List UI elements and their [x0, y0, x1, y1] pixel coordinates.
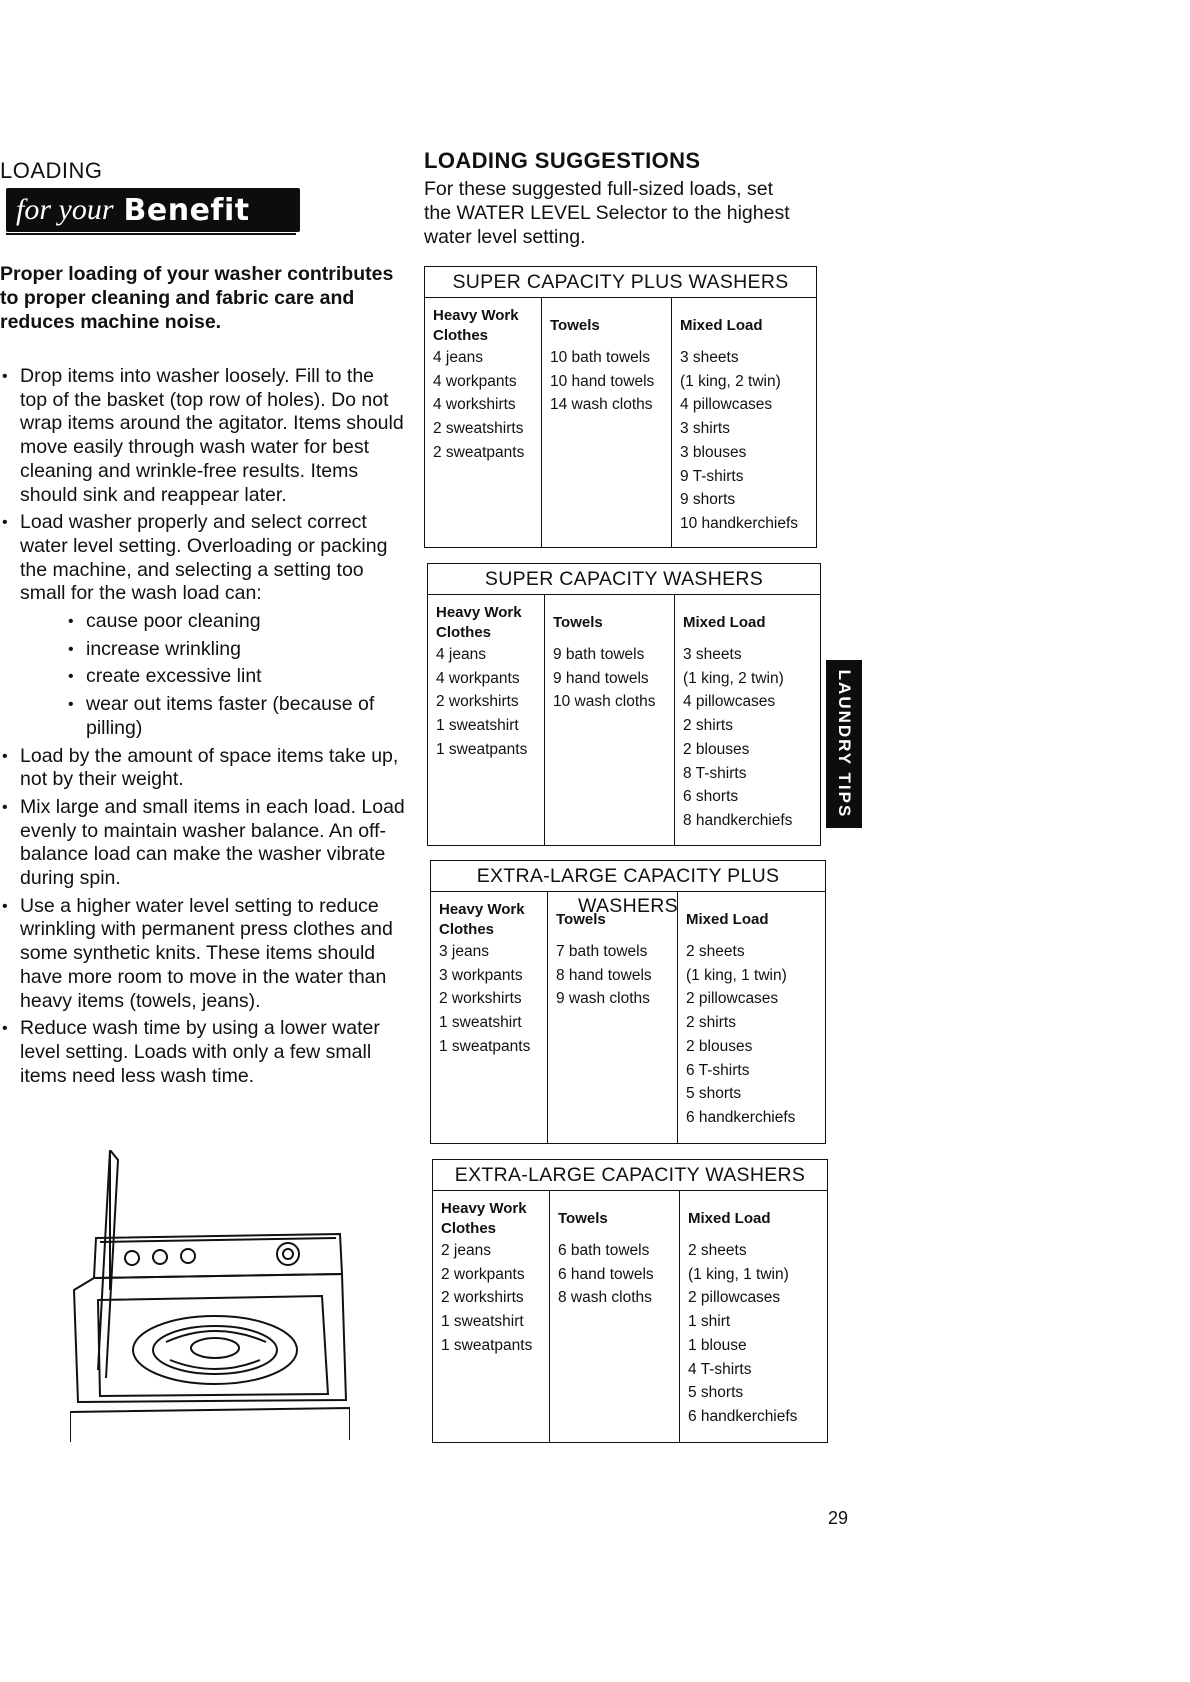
table-cell: 2 pillowcases [688, 1289, 781, 1307]
table-cell: 2 sheets [686, 943, 745, 960]
load-table-extra-large-capacity [432, 1159, 828, 1443]
table-cell: 6 bath towels [558, 1242, 650, 1259]
towels-column [544, 595, 674, 845]
list-item [0, 511, 405, 740]
table-cell: 3 sheets [683, 646, 742, 663]
table-cell: 4 pillowcases [680, 396, 773, 414]
table-cell: 2 workshirts [441, 1289, 524, 1307]
table-cell: 1 sweatpants [441, 1336, 533, 1354]
heavy-work-column [431, 892, 547, 1143]
table-cell: 2 workpants [441, 1265, 525, 1283]
table-cell: 6 hand towels [558, 1265, 654, 1283]
intro-paragraph: Proper loading of your washer contributes to proper cleaning and fabric care and reduces machine noise. [0, 263, 394, 333]
table-cell: 2 shirts [686, 1014, 736, 1032]
table-cell: 1 sweatpants [439, 1037, 531, 1055]
mixed-load-column [674, 595, 820, 845]
table-cell: 9 bath towels [553, 646, 645, 663]
mixed-load-column [677, 892, 825, 1143]
table-cell: 2 sheets [688, 1242, 747, 1259]
towels-column [541, 298, 671, 547]
column-header: Heavy Work Clothes [436, 604, 522, 641]
table-cell: (1 king, 2 twin) [680, 372, 781, 390]
towels-column [547, 892, 677, 1143]
table-cell: 3 sheets [680, 349, 739, 366]
towels-column [549, 1191, 679, 1442]
table-title: EXTRA-LARGE CAPACITY WASHERS [433, 1160, 827, 1191]
table-cell: 2 shirts [683, 717, 733, 735]
table-cell: 14 wash cloths [550, 396, 653, 414]
table-cell: 7 bath towels [556, 943, 648, 960]
washer-illustration [70, 1150, 350, 1450]
list-item: • Load by the amount of space items take up, not by their weight. [0, 745, 405, 792]
column-header: Heavy Work Clothes [433, 307, 519, 344]
column-header: Heavy Work Clothes [439, 901, 525, 938]
table-cell: 1 sweatpants [436, 740, 528, 758]
table-cell: (1 king, 1 twin) [688, 1265, 789, 1283]
sub-list-item: • wear out items faster (because of pilling) [20, 693, 405, 740]
table-title: SUPER CAPACITY PLUS WASHERS [425, 267, 816, 298]
table-title: EXTRA-LARGE CAPACITY PLUS WASHERS [431, 861, 825, 892]
table-cell: 9 T-shirts [680, 467, 744, 485]
table-cell: 2 pillowcases [686, 990, 779, 1008]
page-number: 29 [828, 1508, 849, 1528]
list-item: • Mix large and small items in each load. Load evenly to maintain washer balance. An off-balance load can make the washer vibrate during spin. [0, 796, 405, 891]
table-cell: 2 workshirts [436, 693, 519, 711]
section-title: LOADING [0, 158, 103, 183]
table-cell: (1 king, 2 twin) [683, 669, 784, 687]
table-cell: 3 shirts [680, 420, 730, 438]
table-cell: 10 wash cloths [553, 693, 656, 711]
table-cell: 10 hand towels [550, 372, 655, 390]
heavy-work-column [425, 298, 541, 547]
list-item-text: Load washer properly and select correct water level setting. Overloading or packing the machine, and selecting a setting too small for the wash load can: [20, 511, 388, 605]
table-cell: 5 shorts [686, 1085, 742, 1103]
list-item: • Drop items into washer loosely. Fill to the top of the basket (top row of holes). Do not wrap items around the agitator. Items should move easily through wash water for best cleaning and wrinkle-free results. Items should sink and reappear later. [0, 365, 405, 507]
table-cell: 3 jeans [439, 943, 489, 960]
table-cell: 8 handkerchiefs [683, 811, 793, 829]
column-header: Towels [553, 614, 603, 631]
laundry-tips-side-tab [826, 660, 862, 828]
table-cell: 6 handkerchiefs [688, 1407, 798, 1425]
table-cell: 2 blouses [683, 740, 750, 758]
table-cell: 8 wash cloths [558, 1289, 652, 1307]
table-cell: 4 workpants [433, 372, 517, 390]
table-cell: 4 T-shirts [688, 1360, 752, 1378]
table-cell: 4 jeans [433, 349, 483, 366]
heavy-work-column [433, 1191, 549, 1442]
load-table-extra-large-capacity-plus [430, 860, 826, 1144]
table-cell: 4 pillowcases [683, 693, 776, 711]
table-cell: 8 T-shirts [683, 764, 747, 782]
table-cell: 9 shorts [680, 491, 736, 509]
side-tab-label: LAUNDRY TIPS [835, 669, 854, 819]
table-cell: 4 jeans [436, 646, 486, 663]
table-cell: 2 blouses [686, 1037, 753, 1055]
table-cell: 4 workshirts [433, 396, 516, 414]
sub-list-item: • create excessive lint [20, 665, 405, 689]
banner-for-your: for your [16, 193, 114, 226]
column-header: Mixed Load [686, 911, 769, 928]
table-cell: 2 workshirts [439, 990, 522, 1008]
column-header: Towels [558, 1210, 608, 1227]
loading-suggestions-text: For these suggested full-sized loads, set the WATER LEVEL Selector to the highest water level setting. [424, 178, 790, 248]
table-cell: 10 bath towels [550, 349, 650, 366]
column-header: Heavy Work Clothes [441, 1200, 527, 1237]
table-cell: 4 workpants [436, 669, 520, 687]
list-item: • Use a higher water level setting to reduce wrinkling with permanent press clothes and some synthetic knits. These items should have more room to move in the water than heavy items (towels, jeans). [0, 895, 405, 1014]
column-header: Towels [550, 317, 600, 334]
table-cell: 2 sweatshirts [433, 420, 524, 438]
loading-suggestions-title: LOADING SUGGESTIONS [424, 148, 701, 173]
column-header: Mixed Load [680, 317, 763, 334]
table-cell: 2 sweatpants [433, 443, 525, 461]
table-cell: 1 shirt [688, 1313, 731, 1331]
sub-list-item: • cause poor cleaning [20, 610, 405, 634]
table-cell: 10 handkerchiefs [680, 514, 799, 532]
list-item: • Reduce wash time by using a lower water level setting. Loads with only a few small items need less wash time. [0, 1017, 405, 1088]
table-cell: 1 sweatshirt [441, 1313, 524, 1331]
banner-underline [6, 233, 296, 235]
table-cell: 5 shorts [688, 1384, 744, 1402]
banner-benefit: Benefit [123, 192, 250, 228]
load-table-super-capacity [427, 563, 821, 846]
table-cell: 6 T-shirts [686, 1061, 750, 1079]
table-cell: 6 handkerchiefs [686, 1108, 796, 1126]
mixed-load-column [679, 1191, 827, 1442]
heavy-work-column [428, 595, 544, 845]
load-table-super-capacity-plus [424, 266, 817, 548]
loading-tips-list [0, 365, 405, 1092]
table-cell: 9 wash cloths [556, 990, 650, 1008]
table-cell: 8 hand towels [556, 966, 652, 984]
table-title: SUPER CAPACITY WASHERS [428, 564, 820, 595]
for-your-benefit-banner [6, 188, 300, 232]
table-cell: 3 blouses [680, 443, 747, 461]
mixed-load-column [671, 298, 816, 547]
table-cell: 1 sweatshirt [436, 717, 519, 735]
table-cell: 1 blouse [688, 1336, 747, 1354]
table-cell: 9 hand towels [553, 669, 649, 687]
column-header: Mixed Load [683, 614, 766, 631]
sub-list-item: • increase wrinkling [20, 638, 405, 662]
table-cell: 6 shorts [683, 788, 739, 806]
table-cell: 2 jeans [441, 1242, 491, 1259]
table-cell: 1 sweatshirt [439, 1014, 522, 1032]
column-header: Towels [556, 911, 606, 928]
table-cell: 3 workpants [439, 966, 523, 984]
table-cell: (1 king, 1 twin) [686, 966, 787, 984]
column-header: Mixed Load [688, 1210, 771, 1227]
